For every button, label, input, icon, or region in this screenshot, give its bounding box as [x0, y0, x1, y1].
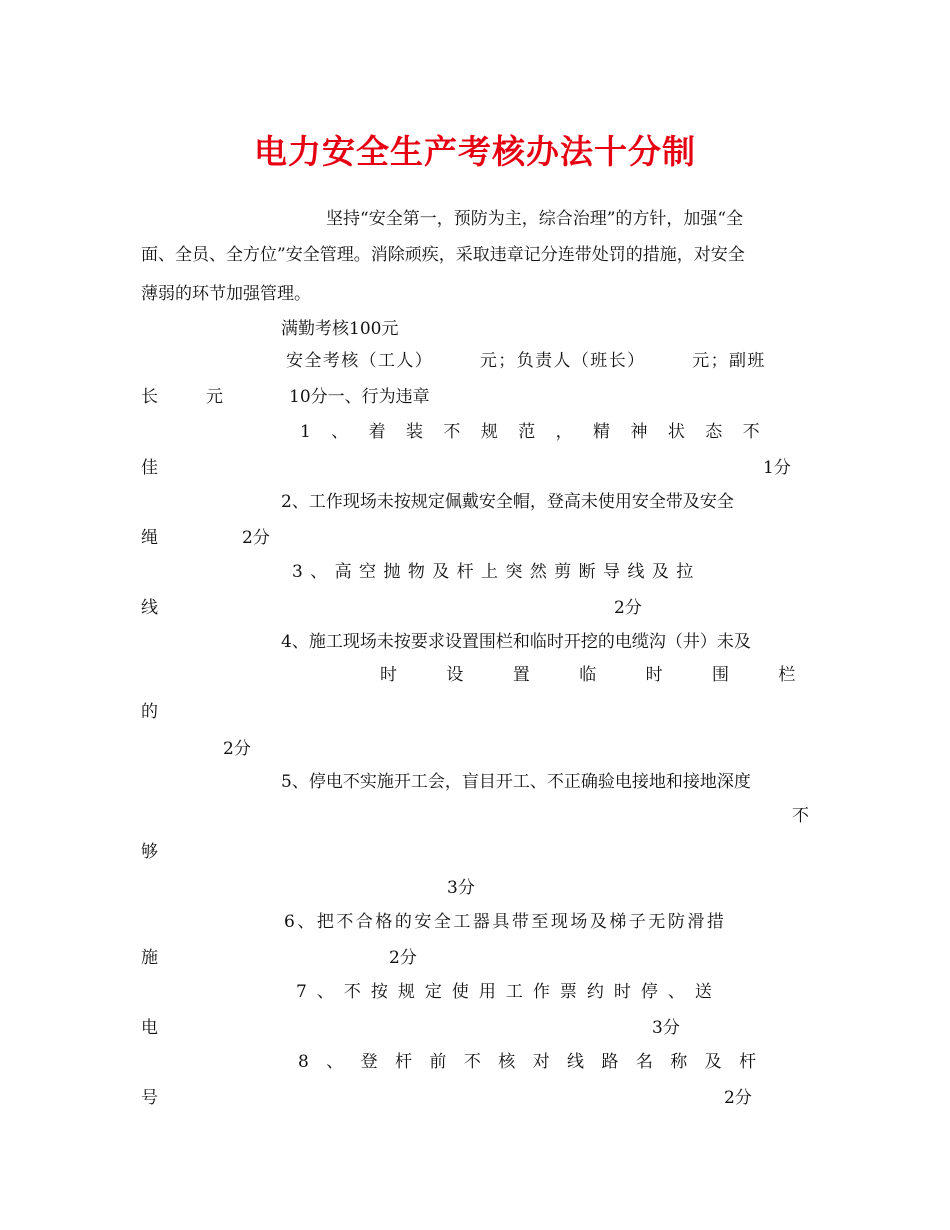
item-4-wrap: 的	[141, 702, 158, 722]
safety-assessment-line-2a: 长	[141, 387, 158, 407]
item-7-wrap: 电	[141, 1018, 158, 1038]
item-6-wrap: 施	[141, 948, 158, 968]
item-2-line: 2、工作现场未按规定佩戴安全帽，登高未使用安全带及安全	[281, 492, 734, 512]
item-6-line: 6、把不合格的安全工器具带至现场及梯子无防滑措	[284, 912, 727, 932]
item-1-line: 1 、 着 装 不 规 范 ， 精 神 状 态 不	[300, 422, 760, 442]
item-1-points: 1分	[763, 458, 791, 478]
item-1-wrap: 佳	[141, 458, 158, 478]
intro-line-3: 薄弱的环节加强管理。	[141, 284, 311, 304]
item-3-wrap: 线	[141, 598, 158, 618]
item-8-wrap: 号	[141, 1088, 158, 1108]
item-4-points: 2分	[223, 739, 251, 759]
item-4-line-2: 时 设 置 临 时 围 栏	[380, 665, 796, 685]
intro-line-1: 坚持“安全第一，预防为主，综合治理”的方针，加强“全	[326, 209, 744, 229]
safety-assessment-line-2c: 10分一、行为违章	[289, 387, 430, 407]
item-5-line-1: 5、停电不实施开工会，盲目开工、不正确验电接地和接地深度	[281, 772, 751, 792]
item-3-line: 3 、 高 空 抛 物 及 杆 上 突 然 剪 断 导 线 及 拉	[292, 562, 694, 582]
item-5-line-2: 不	[792, 806, 809, 826]
item-6-points: 2分	[389, 948, 417, 968]
item-2-wrap: 绳	[141, 528, 158, 548]
item-7-line: 7 、 不 按 规 定 使 用 工 作 票 约 时 停 、 送	[296, 982, 713, 1002]
item-3-points: 2分	[614, 598, 642, 618]
full-attendance-line: 满勤考核100元	[281, 319, 399, 339]
item-7-points: 3分	[652, 1018, 680, 1038]
item-2-points: 2分	[242, 528, 270, 548]
item-8-line: 8 、 登 杆 前 不 核 对 线 路 名 称 及 杆	[298, 1052, 757, 1072]
item-5-wrap: 够	[141, 842, 158, 862]
document-title: 电力安全生产考核办法十分制	[254, 132, 696, 171]
safety-assessment-line-2b: 元	[206, 387, 223, 407]
intro-line-2: 面、全员、全方位”安全管理。消除顽疾，采取违章记分连带处罚的措施，对安全	[141, 245, 745, 265]
item-4-line-1: 4、施工现场未按要求设置围栏和临时开挖的电缆沟（井）未及	[281, 632, 751, 652]
safety-assessment-line-1: 安全考核（工人） 元；负责人（班长） 元；副班	[286, 351, 766, 371]
item-5-points: 3分	[447, 878, 475, 898]
item-8-points: 2分	[724, 1088, 752, 1108]
